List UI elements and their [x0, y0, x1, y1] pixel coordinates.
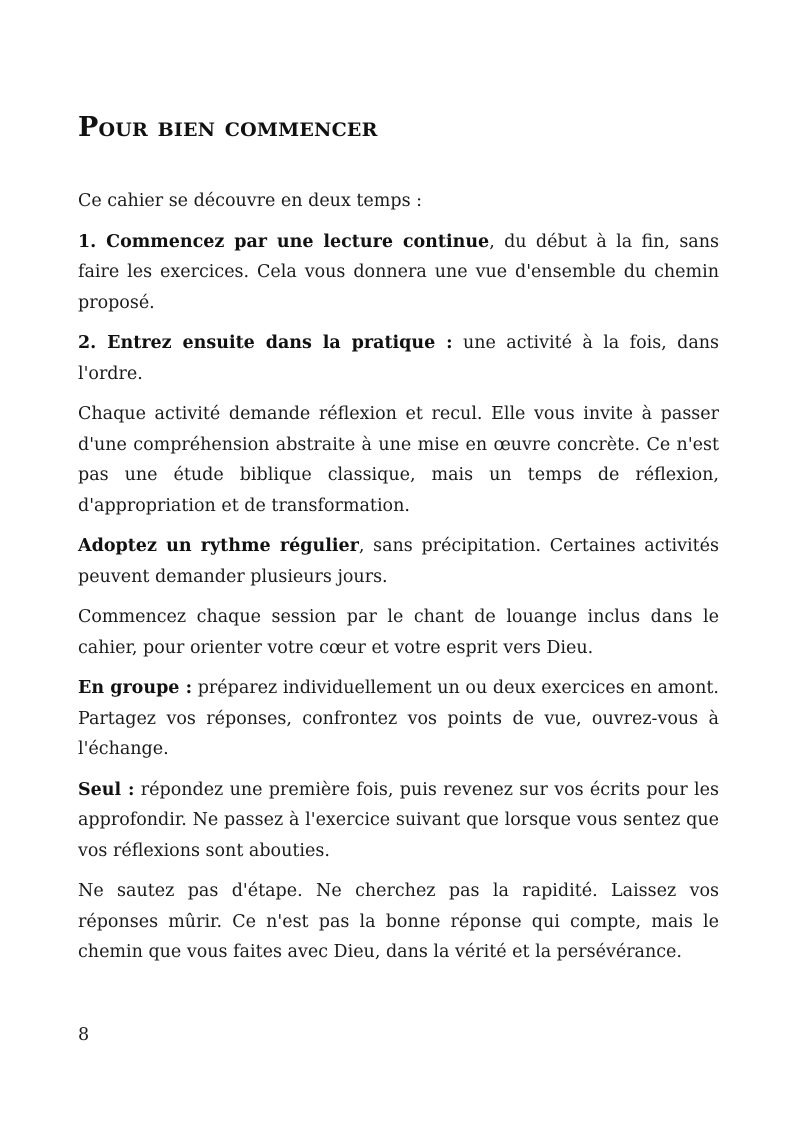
intro-text: Ce cahier se découvre en deux temps : [78, 191, 423, 211]
step-two-text: une activité à la fois, dans l'ordre. [78, 333, 720, 384]
intro-paragraph [78, 186, 719, 217]
closing-paragraph [78, 876, 719, 968]
group-paragraph [78, 673, 719, 765]
step-one-heading: 1. Commencez par une lecture continue [78, 231, 490, 252]
step-two-paragraph [78, 328, 719, 389]
session-paragraph [78, 602, 719, 663]
rhythm-heading: Adoptez un rythme régulier [78, 536, 359, 556]
group-heading: En groupe : [78, 678, 193, 698]
step-one-paragraph [78, 227, 719, 319]
alone-text: répondez une première fois, puis revenez sur vos écrits pour les approfondir. Ne passez à l'exercice suivant que lorsque vous sentez que vos réflexions sont abouties. [78, 779, 719, 861]
body-text [78, 186, 719, 978]
closing-text: Ne sautez pas d'étape. Ne cherchez pas la rapidité. Laissez vos réponses mûrir. Ce n'est pas la bonne réponse qui compte, mais le chemin que vous faites avec Dieu, dans la vérité et la persévérance. [78, 881, 719, 962]
page-number: 8 [78, 1025, 90, 1045]
rhythm-paragraph [78, 531, 719, 592]
rhythm-text: , sans précipitation. Certaines activités peuvent demander plusieurs jours. [78, 536, 719, 587]
session-text: Commencez chaque session par le chant de louange inclus dans le cahier, pour orienter votre cœur et votre esprit vers Dieu. [78, 607, 719, 658]
alone-heading: Seul : [78, 779, 135, 800]
activity-text: Chaque activité demande réflexion et recul. Elle vous invite à passer d'une compréhension abstraite à une mise en œuvre concrète. Ce n'est pas une étude biblique classique, mais un temps de réflexion, d'appropriation et de transformation. [78, 404, 719, 516]
step-one-text: , du début à la fin, sans faire les exercices. Cela vous donnera une vue d'ensemble du chemin proposé. [78, 231, 719, 313]
activity-paragraph [78, 399, 719, 521]
page-title: Pour bien commencer [78, 112, 378, 143]
alone-paragraph [78, 775, 719, 867]
step-two-heading: 2. Entrez ensuite dans la pratique : [78, 333, 453, 353]
group-text: préparez individuellement un ou deux exercices en amont. Partagez vos réponses, confrontez vos points de vue, ouvrez-vous à l'échange. [78, 678, 719, 759]
